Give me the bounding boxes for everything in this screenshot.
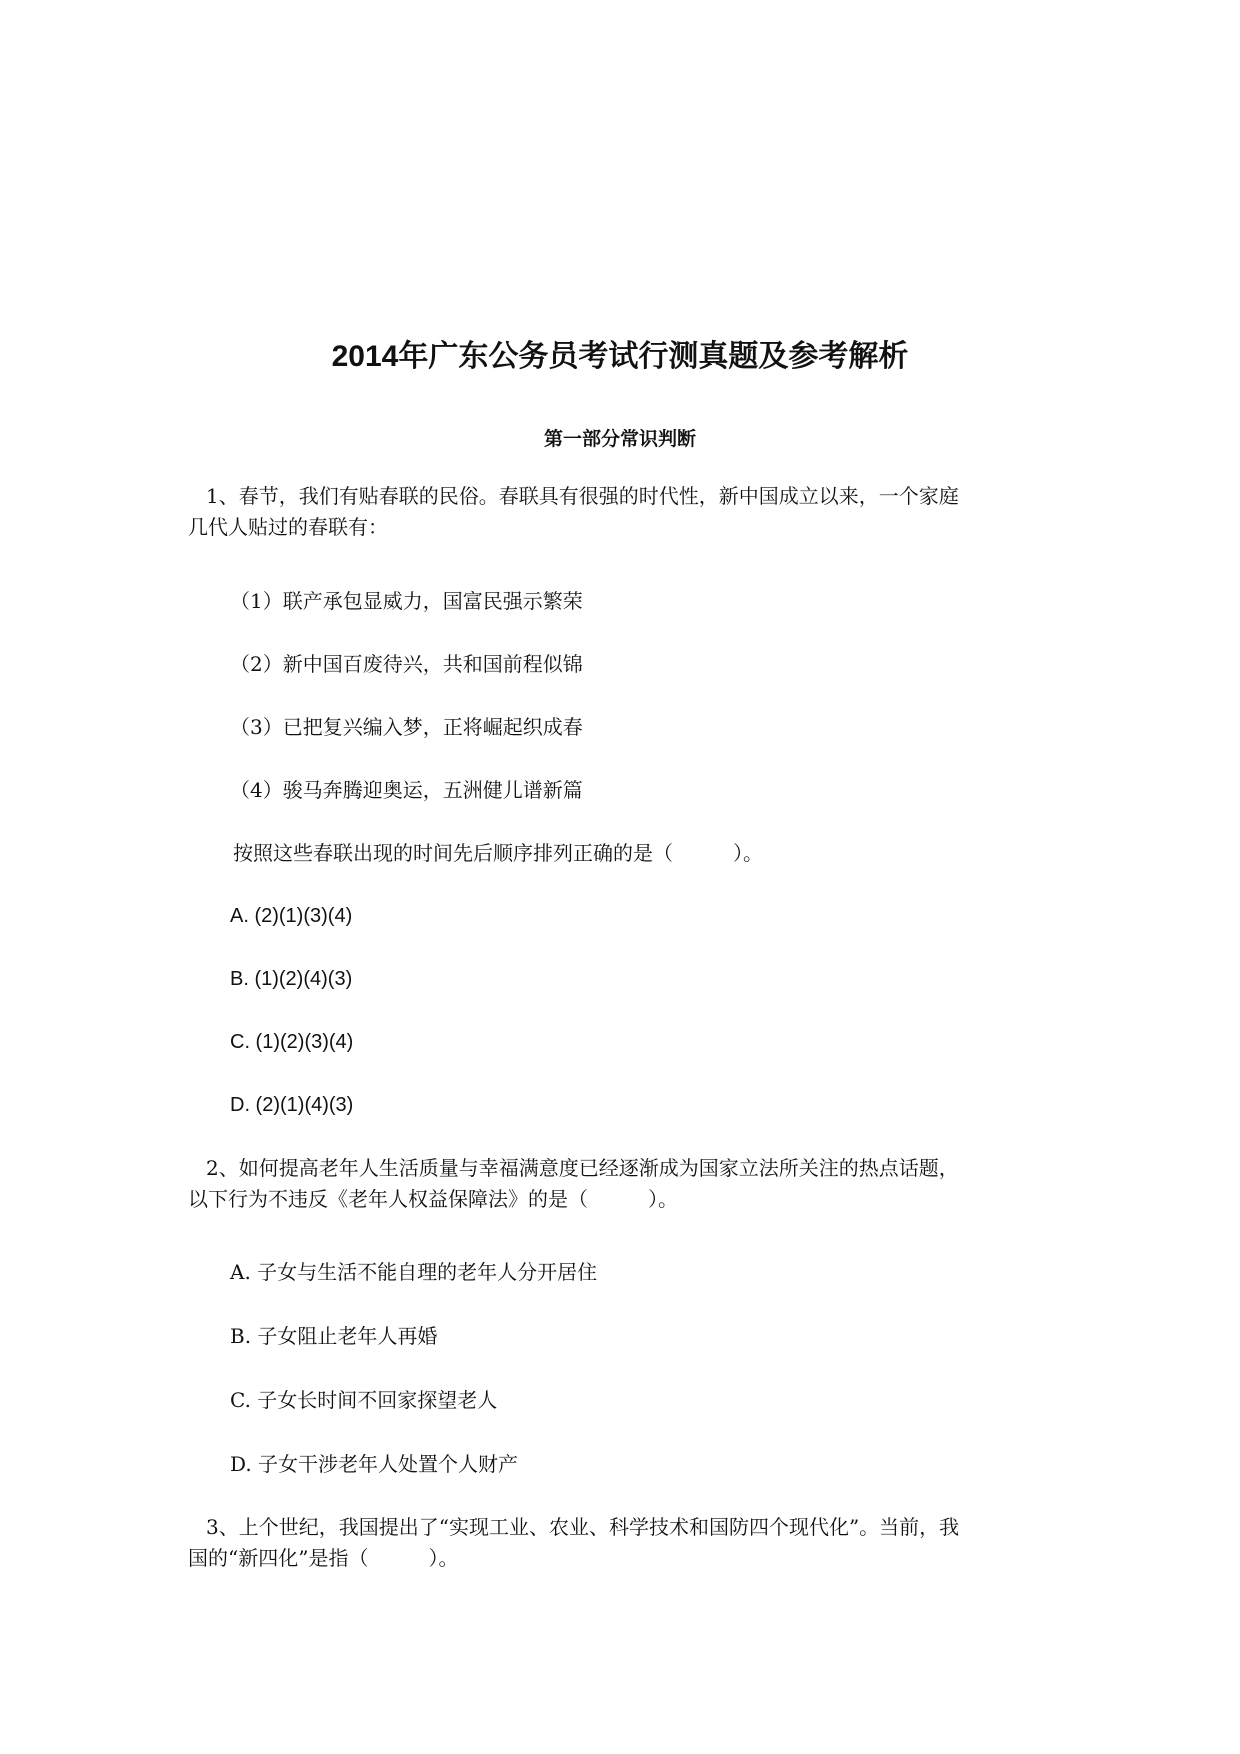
question-2-option-d: D. 子女干涉老年人处置个人财产 xyxy=(230,1452,519,1476)
question-1-item-1: （1）联产承包显威力，国富民强示繁荣 xyxy=(230,589,583,613)
question-1-prompt: 按照这些春联出现的时间先后顺序排列正确的是（ ）。 xyxy=(233,841,763,865)
question-2-option-c: C. 子女长时间不回家探望老人 xyxy=(230,1388,498,1412)
section-heading: 第一部分常识判断 xyxy=(543,428,696,450)
question-2-option-a: A. 子女与生活不能自理的老年人分开居住 xyxy=(230,1260,598,1284)
question-1-option-a: A. (2)(1)(3)(4) xyxy=(230,905,353,927)
question-1-option-d: D. (2)(1)(4)(3) xyxy=(230,1094,354,1116)
question-2-stem-line-2: 以下行为不违反《老年人权益保障法》的是（ ）。 xyxy=(188,1187,678,1211)
question-2-option-b: B. 子女阻止老年人再婚 xyxy=(230,1324,438,1348)
question-3-stem-line-2: 国的“新四化”是指（ ）。 xyxy=(188,1546,459,1570)
question-1-option-b: B. (1)(2)(4)(3) xyxy=(230,968,353,990)
question-1-option-c: C. (1)(2)(3)(4) xyxy=(230,1031,354,1053)
question-1-stem-line-1: 1、春节，我们有贴春联的民俗。春联具有很强的时代性，新中国成立以来，一个家庭 xyxy=(206,484,959,508)
question-1-item-3: （3）已把复兴编入梦，正将崛起织成春 xyxy=(230,715,583,739)
document-title: 2014年广东公务员考试行测真题及参考解析 xyxy=(331,340,909,373)
question-1-item-4: （4）骏马奔腾迎奥运，五洲健儿谱新篇 xyxy=(230,778,583,802)
question-1-item-2: （2）新中国百废待兴，共和国前程似锦 xyxy=(230,652,583,676)
question-2-stem-line-1: 2、如何提高老年人生活质量与幸福满意度已经逐渐成为国家立法所关注的热点话题， xyxy=(206,1156,959,1180)
question-1-stem-line-2: 几代人贴过的春联有： xyxy=(188,515,388,539)
question-3-stem-line-1: 3、上个世纪，我国提出了“实现工业、农业、科学技术和国防四个现代化”。当前，我 xyxy=(206,1515,960,1539)
